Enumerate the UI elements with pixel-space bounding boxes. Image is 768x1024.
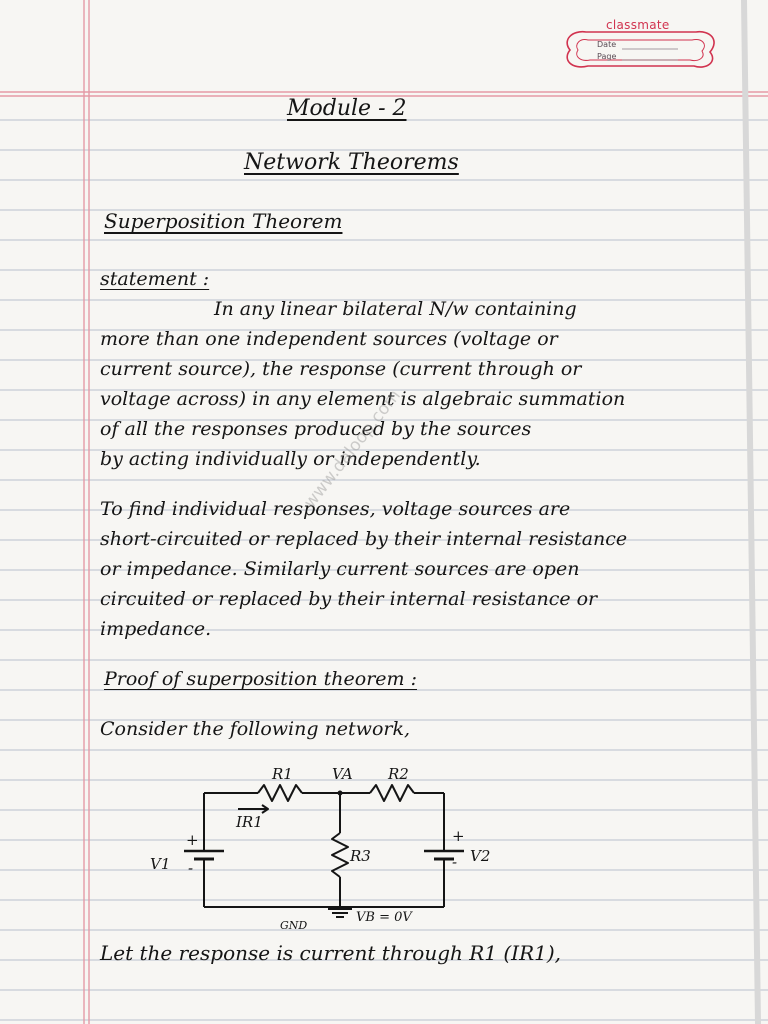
proof-conclusion: Let the response is current through R1 (IR1),: [100, 941, 562, 965]
brand-name: classmate: [606, 18, 670, 32]
statement-line: of all the responses produced by the sources: [100, 418, 532, 440]
section-heading: Superposition Theorem: [104, 209, 343, 233]
explanation-line: short-circuited or replaced by their internal resistance: [100, 528, 628, 550]
label-gnd: GND: [280, 919, 308, 932]
classmate-logo: [560, 18, 720, 78]
label-r3: R3: [350, 847, 371, 865]
label-vb: VB = 0V: [356, 910, 412, 925]
label-r2: R2: [388, 765, 409, 783]
label-current: IR1: [236, 813, 263, 831]
watermark: www.daloop.com: [300, 385, 405, 513]
explanation-line: or impedance. Similarly current sources are open: [100, 558, 580, 580]
statement-line: by acting individually or independently.: [100, 448, 481, 470]
resistor-r2: [370, 785, 414, 801]
node-va-dot: [338, 791, 343, 796]
label-v2-minus: -: [452, 853, 458, 871]
label-va: VA: [332, 765, 353, 783]
proof-heading: Proof of superposition theorem :: [104, 668, 417, 690]
topic-title: Network Theorems: [244, 150, 459, 175]
explanation-line: impedance.: [100, 618, 212, 640]
label-v1: V1: [150, 855, 171, 873]
statement-line: voltage across) in any element is algebraic summation: [100, 388, 626, 410]
label-v2: V2: [470, 847, 491, 865]
explanation-line: circuited or replaced by their internal resistance or: [100, 588, 598, 610]
explanation-line: To find individual responses, voltage sources are: [100, 498, 571, 520]
label-v1-minus: -: [188, 859, 194, 877]
statement-line: In any linear bilateral N/w containing: [214, 298, 577, 320]
page-label: Page: [597, 52, 617, 61]
date-label: Date: [597, 40, 617, 49]
label-r1: R1: [272, 765, 293, 783]
statement-line: more than one independent sources (voltage or: [100, 328, 558, 350]
resistor-r3: [332, 833, 348, 877]
label-v1-plus: +: [186, 831, 199, 849]
resistor-r1: [258, 785, 302, 801]
proof-intro: Consider the following network,: [100, 718, 411, 740]
module-title: Module - 2: [287, 96, 407, 121]
circuit-diagram: [140, 755, 520, 935]
statement-line: current source), the response (current through or: [100, 358, 582, 380]
label-v2-plus: +: [452, 827, 465, 845]
statement-label: statement :: [100, 268, 210, 290]
